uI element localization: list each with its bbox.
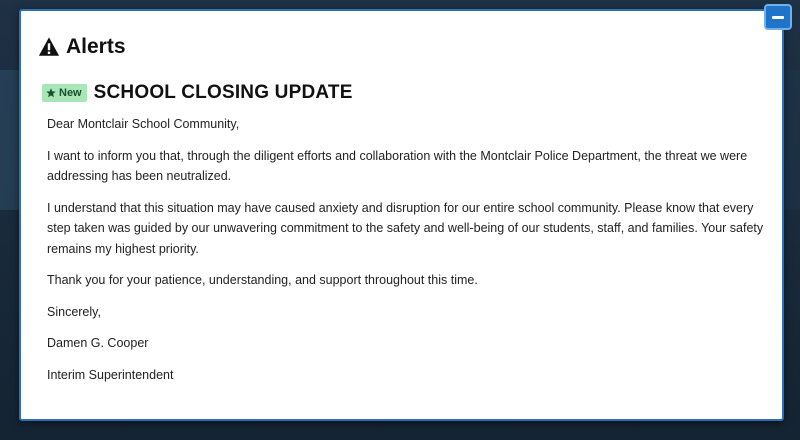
modal-title: Alerts: [66, 35, 126, 58]
alert-greeting: Dear Montclair School Community,: [47, 117, 240, 131]
alert-paragraph: I understand that this situation may have caused anxiety and disruption for our entire school community. Please know that every step taken was guided by our unwavering commitment to the safety and well-being of our students, staff, and families. Your safety remains my highest priority.: [47, 200, 764, 256]
modal-header: [38, 35, 126, 59]
alert-signature-name: Damen G. Cooper: [47, 336, 149, 350]
alert-paragraph: Thank you for your patience, understanding, and support throughout this time.: [47, 273, 478, 287]
star-icon: [46, 88, 56, 98]
alert-title: SCHOOL CLOSING UPDATE: [93, 82, 353, 103]
alert-heading: [42, 82, 353, 104]
minimize-icon: [772, 16, 784, 19]
alerts-modal: [19, 9, 784, 421]
warning-icon: [38, 36, 60, 58]
minimize-button[interactable]: [764, 4, 792, 30]
new-badge-label: New: [59, 87, 82, 99]
alert-body: [47, 114, 767, 396]
new-badge: [42, 84, 87, 102]
alert-paragraph: I want to inform you that, through the diligent efforts and collaboration with the Montclair Police Department, the threat we were addressing has been neutralized.: [47, 148, 748, 183]
alert-signature-title: Interim Superintendent: [47, 367, 174, 382]
alert-closing: Sincerely,: [47, 304, 101, 319]
